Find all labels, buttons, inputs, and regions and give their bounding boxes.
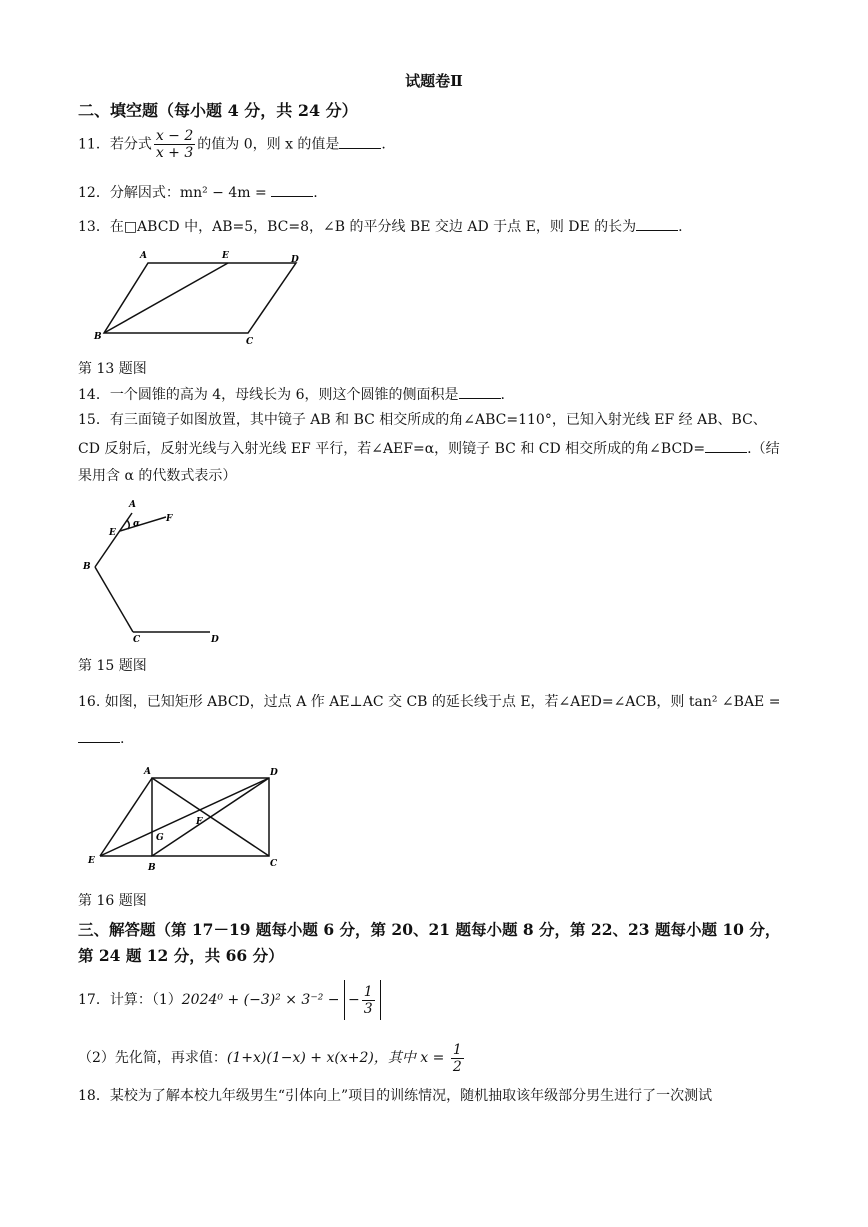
label-e: E (109, 528, 116, 538)
label-alpha: α (133, 519, 140, 529)
fraction-denominator: 3 (363, 1000, 373, 1017)
label-f: F (166, 514, 173, 524)
fraction-denominator: 2 (452, 1058, 462, 1075)
label-f: F (196, 817, 203, 827)
question-number: 18． (78, 1088, 110, 1104)
question-number: 11． (78, 136, 110, 153)
question-text: 在□ABCD 中，AB=5，BC=8，∠B 的平分线 BE 交边 AD 于点 E，则 DE 的长为 (109, 219, 637, 235)
question-text: 有三面镜子如图放置，其中镜子 AB 和 BC 相交所成的角∠ABC=110°，已知入射光线 EF 经 AB、BC、 (109, 412, 767, 428)
figure-15-caption: 第 15 题图 (78, 658, 147, 674)
question-text: （2）先化简，再求值： (78, 1050, 227, 1066)
question-text: 某校为了解本校九年级男生“引体向上”项目的训练情况，随机抽取该年级部分男生进行了一次测试 (109, 1088, 713, 1104)
figure-13-caption: 第 13 题图 (78, 361, 147, 377)
label-c: C (246, 337, 254, 347)
label-c: C (133, 635, 141, 645)
answer-blank (459, 384, 501, 399)
question-16-line2: . (78, 728, 124, 749)
fraction (451, 1042, 464, 1075)
figure-15-mirrors (78, 495, 238, 650)
angle-alpha-arc (127, 520, 129, 529)
question-text: 一个圆锥的高为 4，母线长为 6，则这个圆锥的侧面积是 (109, 387, 459, 403)
label-d: D (291, 255, 299, 265)
answer-blank (705, 438, 747, 453)
question-18 (78, 1086, 712, 1106)
question-number: 16. (78, 694, 101, 710)
fraction-numerator: x − 2 (155, 128, 194, 144)
answer-blank (271, 182, 313, 197)
question-15-line2 (78, 438, 780, 459)
abs-sign: − (347, 992, 360, 1008)
question-text: 的值为 0，则 x 的值是 (197, 136, 340, 153)
label-a: A (140, 251, 147, 261)
label-b: B (148, 863, 156, 873)
label-b: B (83, 562, 91, 572)
question-12: 12．分解因式：mn² − 4m = . (78, 182, 318, 203)
answer-blank (339, 134, 381, 149)
section-heading-solve-line2: 第 24 题 12 分，共 66 分） (78, 946, 284, 965)
label-e: E (88, 856, 95, 866)
question-15-line1 (78, 410, 767, 430)
question-text: 分解因式：mn² − 4m = (109, 185, 267, 201)
label-c: C (270, 859, 278, 869)
mirror-bc (95, 567, 133, 632)
question-text: 计算：（1） (109, 992, 182, 1008)
fraction (362, 984, 375, 1017)
label-g: G (156, 833, 164, 843)
fraction-numerator: 1 (452, 1041, 462, 1058)
question-11: 11．若分式 $\frac{x - 2}{x + 3}$ 的值为 0，则 x 的值是 . (78, 128, 386, 161)
question-17-part2 (78, 1038, 466, 1078)
bisector-be (104, 263, 228, 333)
fraction-numerator: 1 (363, 983, 373, 1000)
answer-blank (78, 728, 120, 743)
question-number: 12． (78, 185, 110, 201)
mirror-ab (95, 513, 132, 567)
question-number: 17． (78, 992, 110, 1008)
math-expression: 2024⁰ + (−3)² × 3⁻² − (181, 992, 340, 1008)
figure-16-rectangle (78, 762, 298, 877)
math-expression: (1+x)(1−x) + x(x+2)，其中 x = (226, 1050, 445, 1066)
figure-13-parallelogram (88, 248, 308, 348)
question-text: CD 反射后，反射光线与入射光线 EF 平行，若∠AEF=α，则镜子 BC 和 CD 相交所成的角∠BCD= (78, 441, 706, 457)
label-d: D (270, 768, 278, 778)
parallelogram-abcd (104, 263, 296, 333)
question-17-part1 (78, 980, 381, 1020)
question-text: .（结 (747, 441, 780, 457)
ray-ef (120, 517, 166, 531)
label-a: A (144, 767, 151, 777)
label-e: E (222, 251, 229, 261)
label-b: B (94, 332, 102, 342)
question-text: 若分式 (109, 136, 152, 153)
fraction-denominator: x + 3 (155, 145, 194, 161)
fraction (154, 128, 195, 161)
question-13: 13．在□ABCD 中，AB=5，BC=8，∠B 的平分线 BE 交边 AD 于点 E，则 DE 的长为 . (78, 216, 683, 237)
question-15-line3: 果用含 α 的代数式表示） (78, 468, 237, 484)
label-d: D (211, 635, 219, 645)
page-title: 试题卷Ⅱ (405, 72, 463, 90)
question-16-line1 (78, 692, 780, 712)
answer-blank (636, 216, 678, 231)
question-number: 13． (78, 219, 110, 235)
question-text: 如图，已知矩形 ABCD，过点 A 作 AE⊥AC 交 CB 的延长线于点 E，若∠AED=∠ACB，则 tan² ∠BAE = (104, 694, 781, 710)
label-a: A (129, 500, 136, 510)
absolute-value (344, 980, 381, 1020)
section-heading-fill-blank: 二、填空题（每小题 4 分，共 24 分） (78, 101, 358, 120)
question-number: 14． (78, 387, 110, 403)
question-number: 15． (78, 412, 110, 428)
section-heading-solve-line1: 三、解答题（第 17－19 题每小题 6 分，第 20、21 题每小题 8 分，第 22、23 题每小题 10 分， (78, 920, 781, 939)
question-14: 14．一个圆锥的高为 4，母线长为 6，则这个圆锥的侧面积是 . (78, 384, 505, 405)
figure-16-caption: 第 16 题图 (78, 893, 147, 909)
